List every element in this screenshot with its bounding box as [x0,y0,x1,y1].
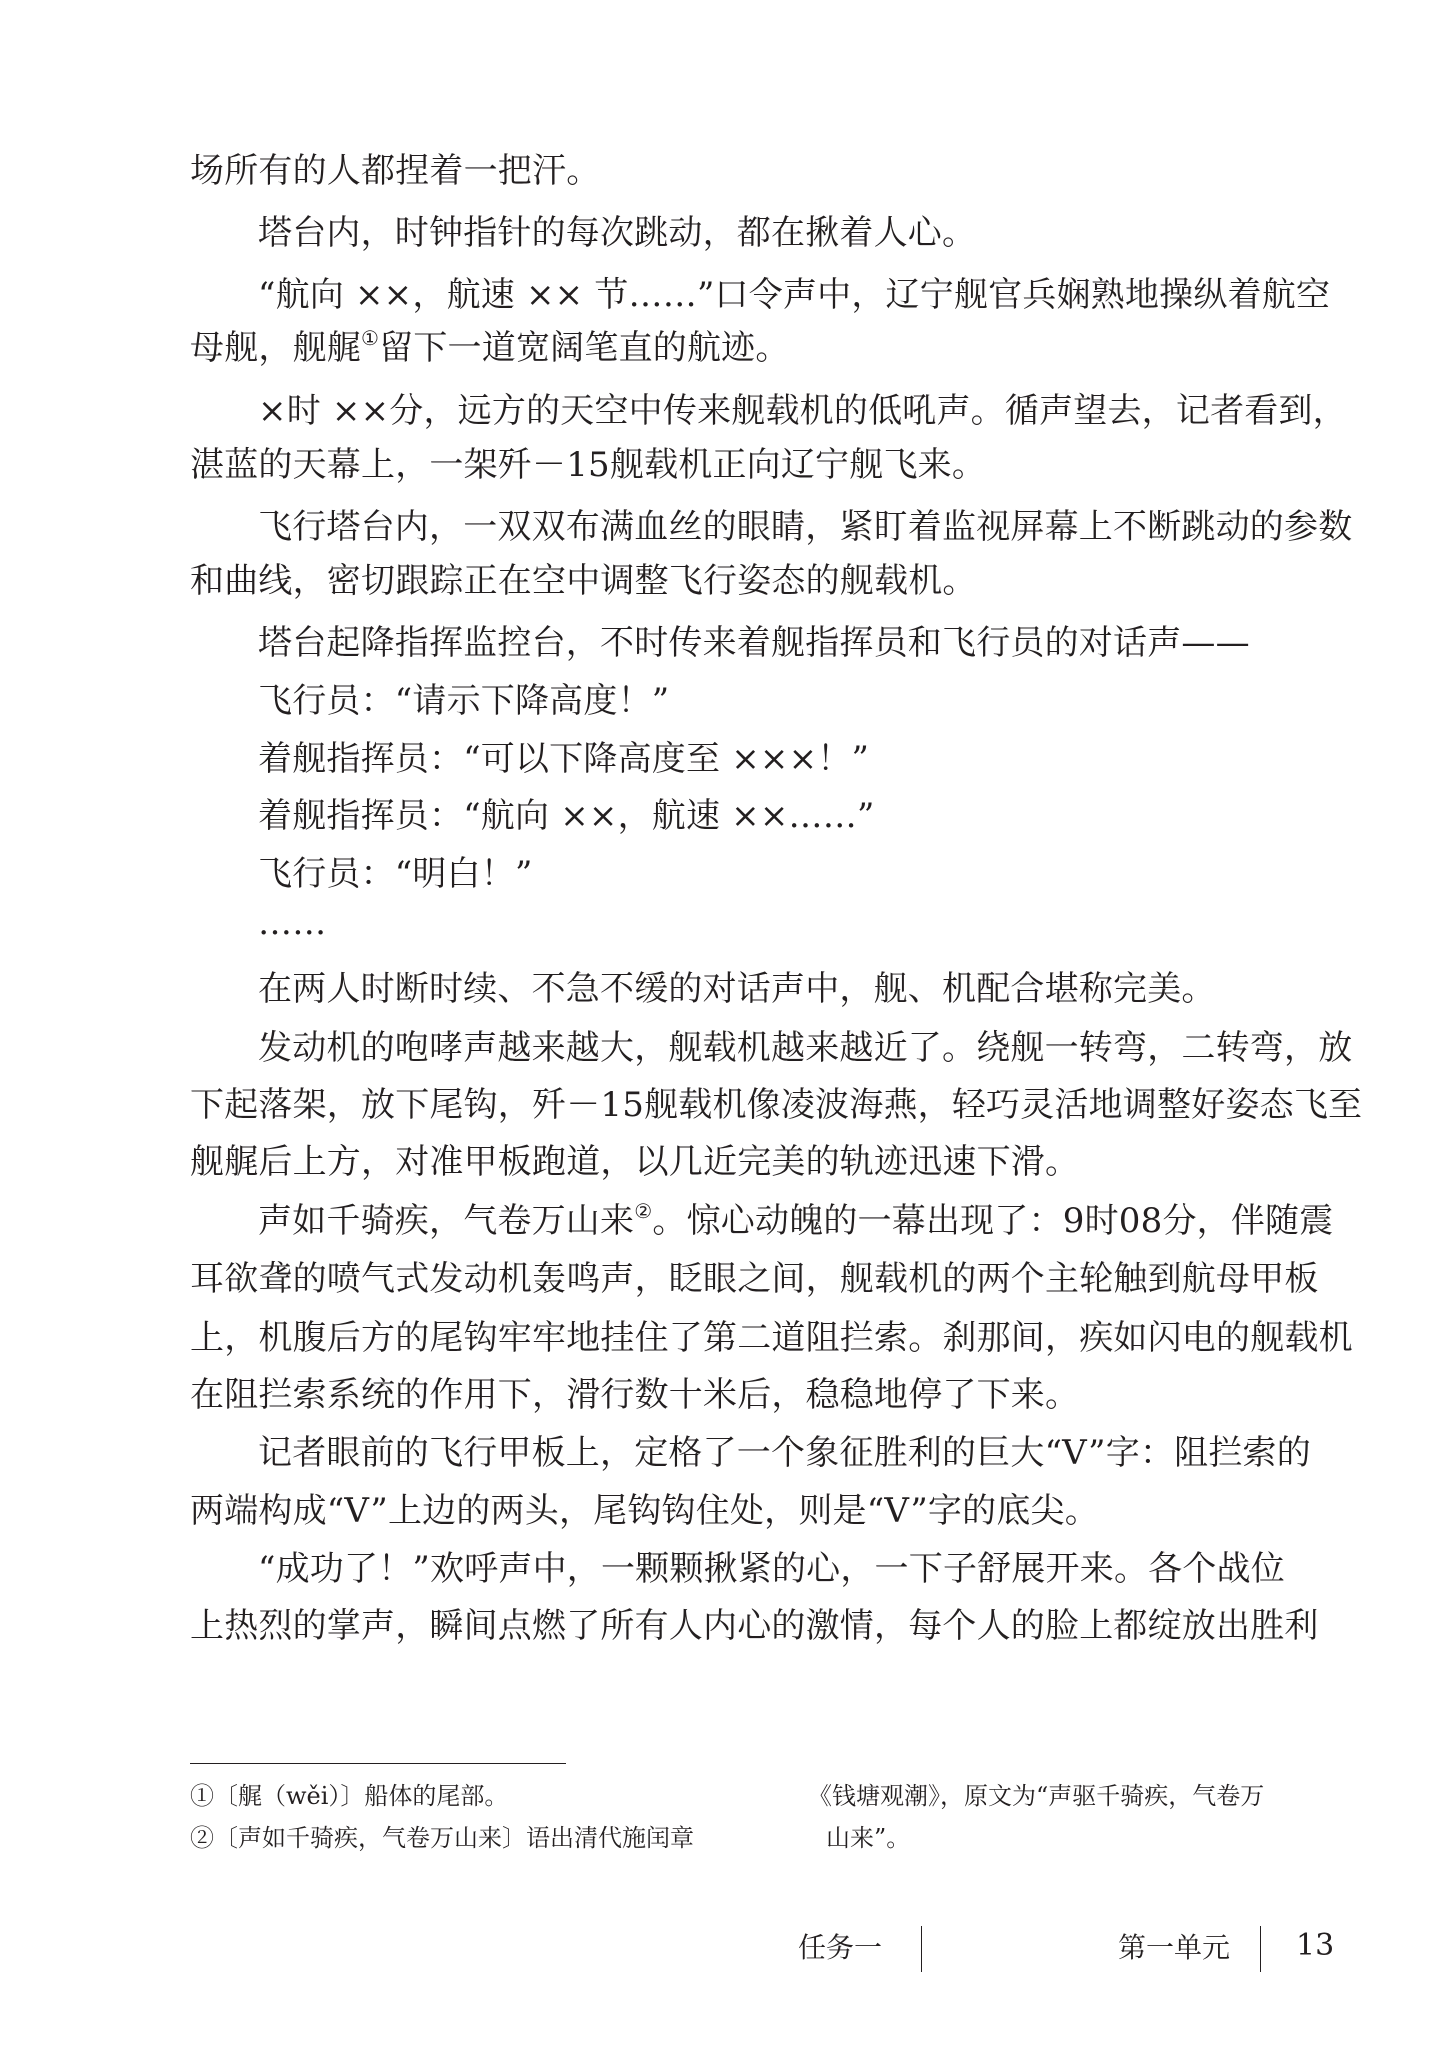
text-line: 湛蓝的天幕上，一架歼－15舰载机正向辽宁舰飞来。 [190,445,987,485]
text-span: 。惊心动魄的一幕出现了：9时08分，伴随震 [652,1201,1334,1241]
text-line: 上热烈的掌声，瞬间点燃了所有人内心的激情，每个人的脸上都绽放出胜利 [190,1606,1319,1646]
text-span: 母舰，舰艉 [190,328,361,368]
text-line: 耳欲聋的喷气式发动机轰鸣声，眨眼之间，舰载机的两个主轮触到航母甲板 [190,1259,1319,1299]
text-line: 着舰指挥员：“可以下降高度至 ×××！” [258,739,870,779]
text-line: 场所有的人都捏着一把汗。 [190,151,601,191]
footnote-2: ②〔声如千骑疾，气卷万山来〕语出清代施闰章 [190,1824,694,1852]
text-line: 飞行塔台内，一双双布满血丝的眼睛，紧盯着监视屏幕上不断跳动的参数 [258,507,1353,547]
footnote-2-continued: 《钱塘观潮》，原文为“声驱千骑疾，气卷万 [808,1782,1265,1810]
footer-section-label: 任务一 [798,1931,883,1964]
footer-divider [921,1926,922,1972]
text-line: 两端构成“V”上边的两头，尾钩钩住处，则是“V”字的底尖。 [190,1491,1099,1531]
text-line: 塔台起降指挥监控台，不时传来着舰指挥员和飞行员的对话声—— [258,623,1250,663]
text-line: 在阻拦索系统的作用下，滑行数十米后，稳稳地停了下来。 [190,1375,1080,1415]
text-line: “成功了！”欢呼声中，一颗颗揪紧的心，一下子舒展开来。各个战位 [258,1549,1285,1589]
text-line: …… [258,903,327,943]
text-span: 声如千骑疾，气卷万山来 [258,1201,635,1241]
text-line: 下起落架，放下尾钩，歼－15舰载机像凌波海燕，轻巧灵活地调整好姿态飞至 [190,1085,1363,1125]
footnote-1: ①〔艉（wěi）〕船体的尾部。 [190,1782,509,1810]
footnote-divider [190,1763,566,1764]
text-line: 着舰指挥员：“航向 ××，航速 ××……” [258,796,875,836]
text-line: 飞行员：“请示下降高度！” [258,681,670,721]
page-number: 13 [1296,1928,1335,1963]
text-line: 上，机腹后方的尾钩牢牢地挂住了第二道阻拦索。刹那间，疾如闪电的舰载机 [190,1318,1353,1358]
footnote-ref-1: ① [361,326,380,350]
text-line: 发动机的咆哮声越来越大，舰载机越来越近了。绕舰一转弯，二转弯，放 [258,1028,1353,1068]
text-line [190,320,1330,376]
text-line: 和曲线，密切跟踪正在空中调整飞行姿态的舰载机。 [190,561,977,601]
text-line: 舰艉后上方，对准甲板跑道，以几近完美的轨迹迅速下滑。 [190,1142,1080,1182]
text-line: ×时 ××分，远方的天空中传来舰载机的低吼声。循声望去，记者看到， [258,391,1347,431]
text-line: 塔台内，时钟指针的每次跳动，都在揪着人心。 [258,213,977,253]
text-span: 留下一道宽阔笔直的航迹。 [379,328,790,368]
text-line: 飞行员：“明白！” [258,854,533,894]
footnote-2-continued: 山来”。 [826,1824,911,1852]
footer-divider [1260,1926,1261,1972]
text-line: “航向 ××，航速 ×× 节……”口令声中，辽宁舰官兵娴熟地操纵着航空 [258,275,1331,315]
footer-unit-label: 第一单元 [1118,1931,1231,1964]
text-line: 记者眼前的飞行甲板上，定格了一个象征胜利的巨大“V”字：阻拦索的 [258,1433,1311,1473]
text-line [258,1193,1334,1249]
footnote-ref-2: ② [634,1199,653,1223]
text-line: 在两人时断时续、不急不缓的对话声中，舰、机配合堪称完美。 [258,969,1216,1009]
